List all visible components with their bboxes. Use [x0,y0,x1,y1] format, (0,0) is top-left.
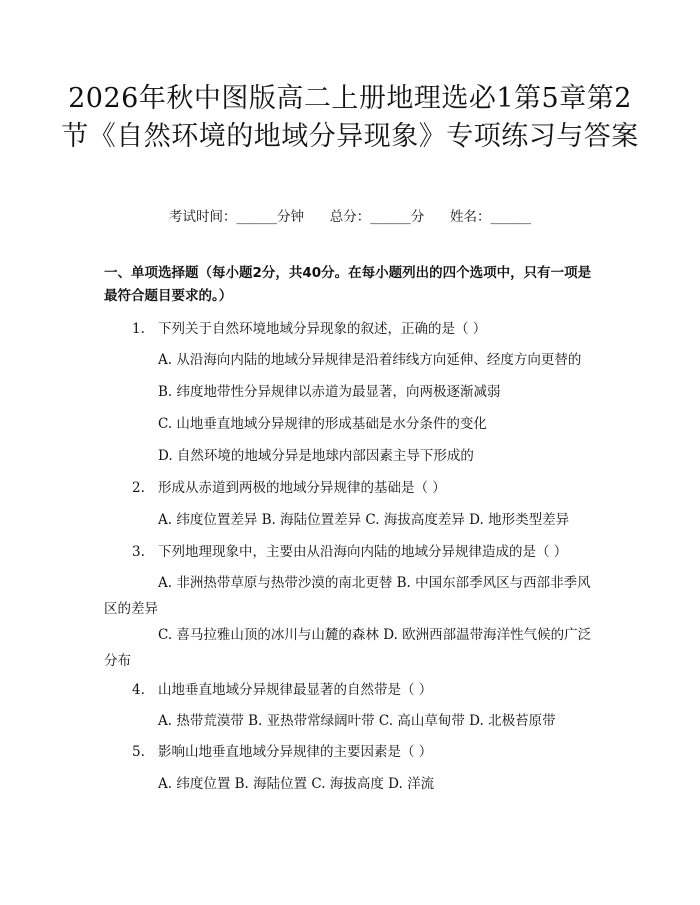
question-3-options-ab: A. 非洲热带草原与热带沙漠的南北更替 B. 中国东部季风区与西部非季风区的差异 [104,575,591,617]
question-3 [132,542,602,562]
question-stem: 下列地理现象中，主要由从沿海向内陆的地域分异规律造成的是（ ） [158,544,568,560]
question-2 [132,478,602,498]
question-1 [132,319,602,339]
question-stem: 影响山地垂直地域分异规律的主要因素是（ ） [158,744,433,760]
question-5-options: A. 纬度位置 B. 海陆位置 C. 海拔高度 D. 洋流 [158,776,435,792]
question-4 [132,680,602,700]
question-stem: 下列关于自然环境地域分异现象的叙述，正确的是（ ） [158,321,487,337]
page-title: 2026年秋中图版高二上册地理选必1第5章第2节《自然环境的地域分异现象》专项练习与答案 [61,83,639,152]
question-stem: 山地垂直地域分异规律最显著的自然带是（ ） [158,682,433,698]
question-5 [132,742,602,762]
question-number: 4. [132,682,145,698]
question-1-option-c: C. 山地垂直地域分异规律的形成基础是水分条件的变化 [158,416,487,432]
question-stem: 形成从赤道到两极的地域分异规律的基础是（ ） [158,480,446,496]
question-1-option-d: D. 自然环境的地域分异是地球内部因素主导下形成的 [158,448,474,464]
question-number: 3. [132,544,145,560]
exam-info-line [0,205,700,225]
question-1-option-b: B. 纬度地带性分异规律以赤道为最显著，向两极逐渐减弱 [158,384,501,400]
section-heading: 一、单项选择题（每小题2分，共40分。在每小题列出的四个选项中，只有一项是最符合题目要求的。） [104,265,592,304]
total-score-label: 总分：______分 [329,209,425,225]
question-3-options-cd: C. 喜马拉雅山顶的冰川与山麓的森林 D. 欧洲西部温带海洋性气候的广泛分布 [104,627,592,669]
question-number: 5. [132,744,145,760]
question-number: 2. [132,480,145,496]
question-2-options: A. 纬度位置差异 B. 海陆位置差异 C. 海拔高度差异 D. 地形类型差异 [158,512,570,528]
exam-time-label: 考试时间：______分钟 [169,209,304,225]
question-4-options: A. 热带荒漠带 B. 亚热带常绿阔叶带 C. 高山草甸带 D. 北极苔原带 [158,713,556,729]
question-1-option-a: A. 从沿海向内陆的地域分异规律是沿着纬线方向延伸、经度方向更替的 [158,352,582,368]
student-name-label: 姓名：______ [450,209,531,225]
question-number: 1. [132,321,145,337]
